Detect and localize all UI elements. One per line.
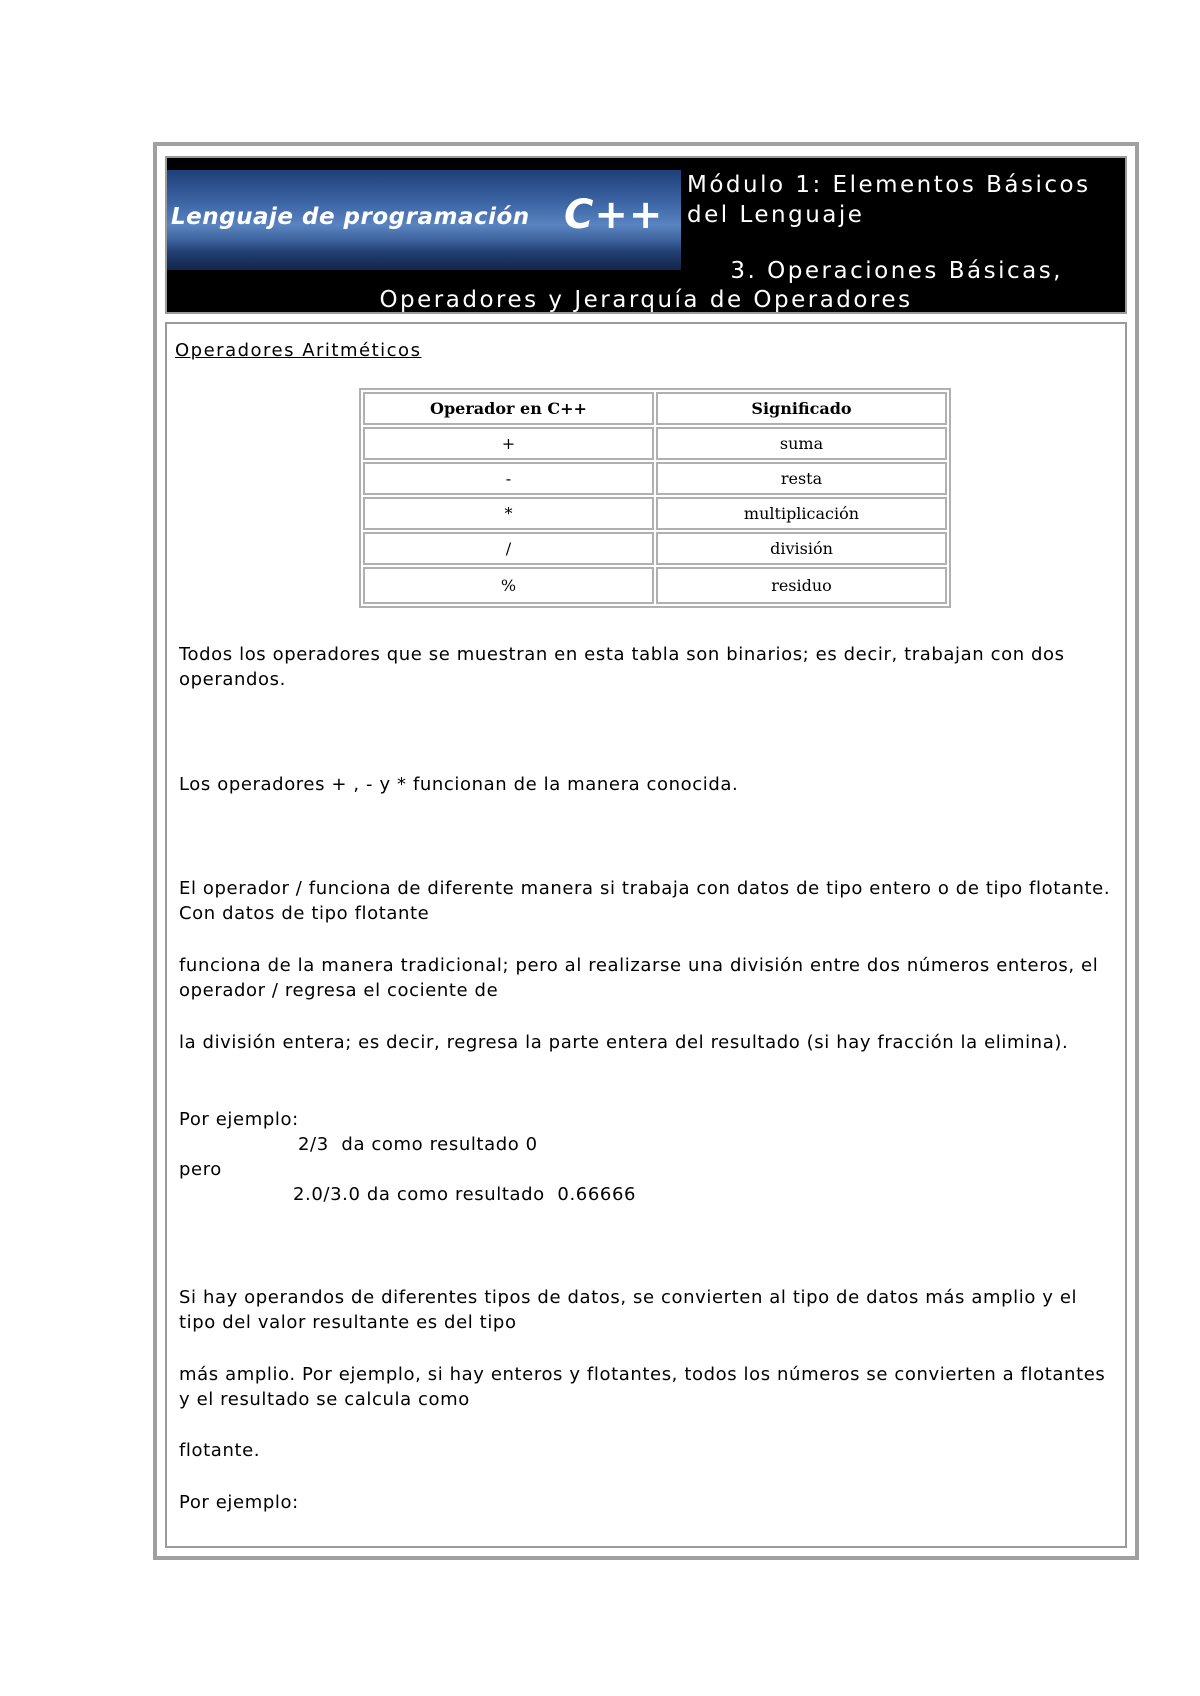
- table-cell-meaning: división: [656, 532, 947, 565]
- table-header-row: [363, 392, 947, 425]
- table-cell-operator: %: [363, 567, 654, 604]
- example-line-2: 2.0/3.0 da como resultado 0.66666: [293, 1184, 637, 1205]
- table-row: [363, 497, 947, 530]
- table-cell-meaning: multiplicación: [656, 497, 947, 530]
- paragraph-division: El operador / funciona de diferente manera si trabaja con datos de tipo entero o de tipo flotante. Con datos de tipo flotante: [179, 878, 1111, 924]
- page-frame: [153, 142, 1139, 1560]
- paragraph-binary: Todos los operadores que se muestran en esta tabla son binarios; es decir, trabajan con dos operandos.: [179, 644, 1065, 690]
- table-cell-operator: /: [363, 532, 654, 565]
- table-row: [363, 567, 947, 604]
- paragraph-known-ops: Los operadores + , - y * funcionan de la manera conocida.: [179, 774, 739, 795]
- table-cell-operator: +: [363, 427, 654, 460]
- example-line-1: 2/3 da como resultado 0: [298, 1134, 538, 1155]
- table-row: [363, 462, 947, 495]
- banner-title: Lenguaje de programación: [171, 204, 530, 230]
- operators-table: [359, 388, 951, 608]
- header: [165, 156, 1127, 314]
- section-title-line2: Operadores y Jerarquía de Operadores: [379, 287, 913, 313]
- table-cell-operator: *: [363, 497, 654, 530]
- banner-image: [167, 170, 681, 270]
- paragraph-conversion: Si hay operandos de diferentes tipos de datos, se convierten al tipo de datos más amplio y el tipo del valor resultante es del tipo: [179, 1287, 1078, 1333]
- section-title-line1: 3. Operaciones Básicas,: [730, 258, 1063, 284]
- table-row: [363, 532, 947, 565]
- paragraph-division-2: funciona de la manera tradicional; pero al realizarse una división entre dos números enteros, el operador / regresa el cociente de: [179, 955, 1099, 1001]
- table-header: Significado: [656, 392, 947, 425]
- module-title: Módulo 1: Elementos Básicos del Lenguaje: [687, 172, 1091, 228]
- banner-cpp-logo: C++: [564, 192, 664, 238]
- table-cell-meaning: residuo: [656, 567, 947, 604]
- table-header: Operador en C++: [363, 392, 654, 425]
- example-pero: pero: [179, 1159, 222, 1180]
- table-cell-meaning: suma: [656, 427, 947, 460]
- content-area: [165, 322, 1127, 1548]
- table-cell-operator: -: [363, 462, 654, 495]
- example-label: Por ejemplo:: [179, 1109, 299, 1130]
- paragraph-conversion-3: flotante.: [179, 1440, 261, 1461]
- table-row: [363, 427, 947, 460]
- example-label-2: Por ejemplo:: [179, 1492, 299, 1513]
- table-cell-meaning: resta: [656, 462, 947, 495]
- paragraph-division-3: la división entera; es decir, regresa la parte entera del resultado (si hay fracción la elimina).: [179, 1032, 1069, 1053]
- paragraph-conversion-2: más amplio. Por ejemplo, si hay enteros y flotantes, todos los números se convierten a flotantes y el resultado se calcula como: [179, 1364, 1106, 1410]
- section-heading: Operadores Aritméticos: [175, 340, 422, 361]
